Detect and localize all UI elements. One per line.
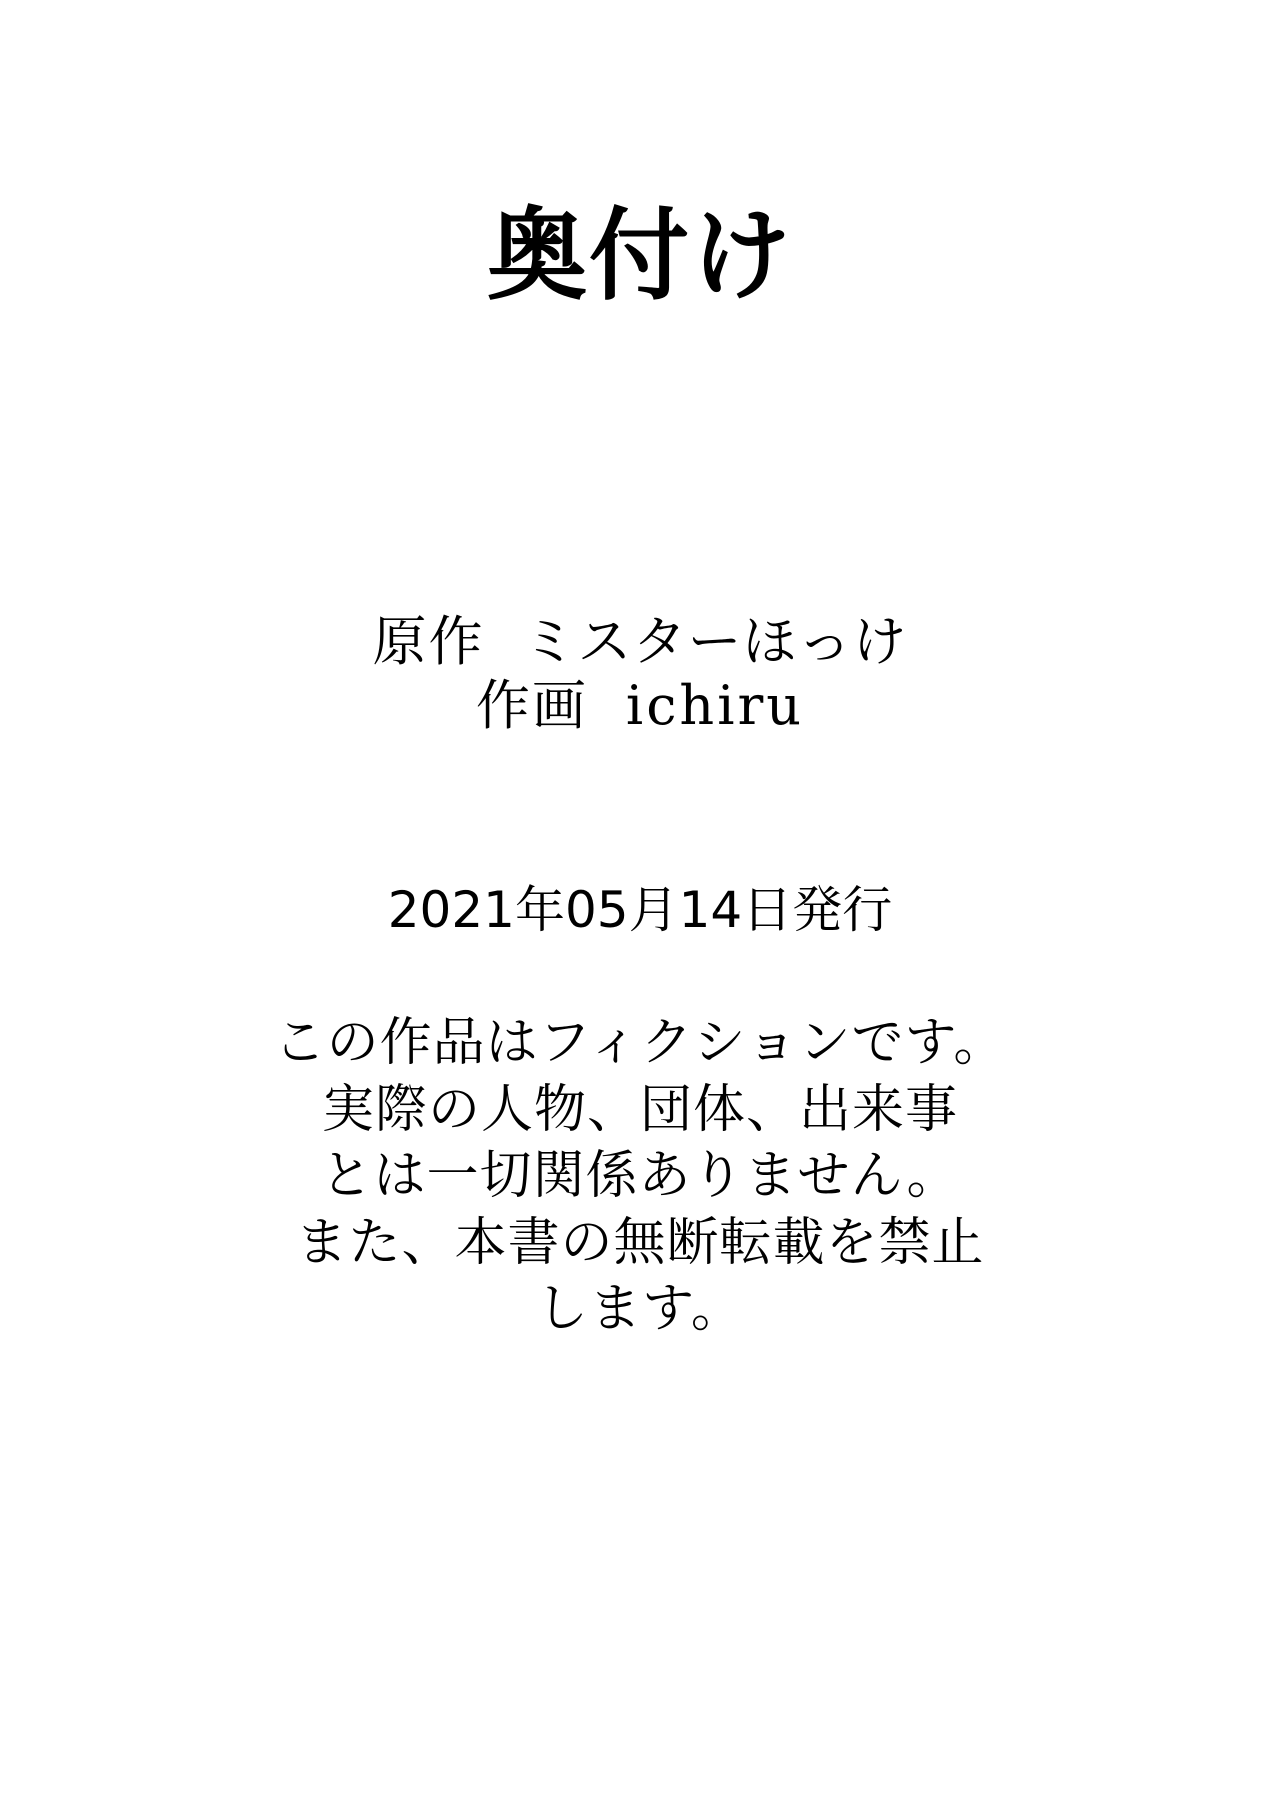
disclaimer-line: します。 [536,1279,744,1340]
disclaimer-line: 実際の人物、団体、出来事 [321,1079,958,1140]
publication-label: 発行 [792,881,893,939]
credit-row-original-author [0,610,1280,674]
credit-row-artist [0,674,1280,738]
disclaimer-line: とは一切関係ありません。 [320,1146,960,1207]
disclaimer-line: この作品はフィクションです。 [273,1013,1007,1073]
disclaimer-block [0,1010,1280,1343]
disclaimer-line: また、本書の無断転載を禁止 [295,1212,985,1273]
credit-role-label: 原作 [372,610,485,673]
credit-name-value: ichiru [625,673,805,737]
publication-date: 2021年05月14日 [387,881,793,939]
credit-role-label: 作画 [475,673,588,737]
credit-name-value: ミスターほっけ [522,610,908,673]
page-title: 奥付け [487,196,793,314]
publication-date-row [0,870,1280,942]
credits-block [0,610,1280,737]
